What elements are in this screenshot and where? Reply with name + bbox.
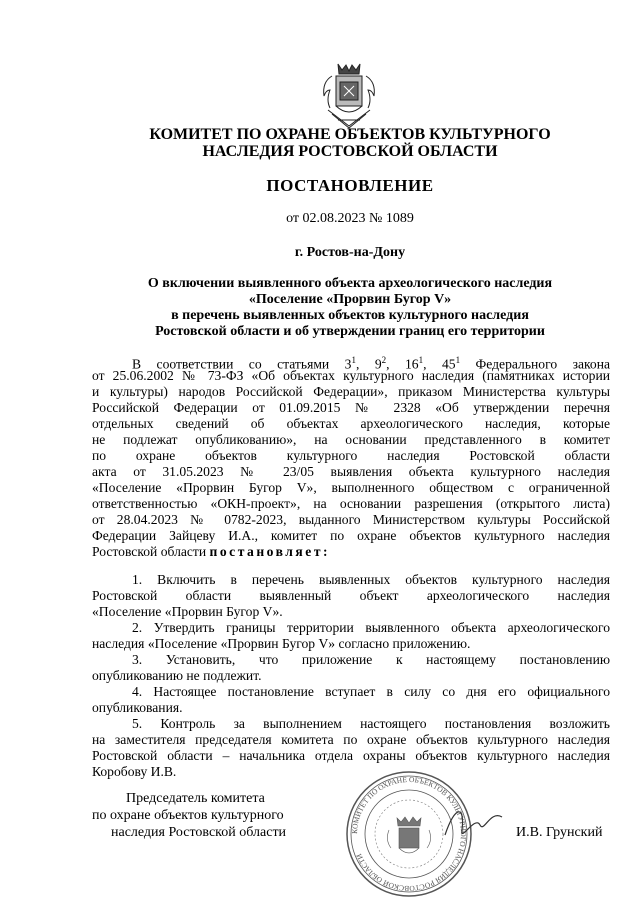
preamble-line: от 28.04.2023 № 0782-2023, выданного Министерством культуры Российской [92, 512, 610, 527]
preamble-line: «Поселение «Прорвин Бугор V», выполненного обществом с ограниченной [92, 480, 610, 495]
date-number: от 02.08.2023 № 1089 [286, 211, 414, 226]
handwritten-signature [440, 795, 510, 850]
preamble-line: не подлежат опубликованию», на основании представленного в комитет [92, 432, 610, 447]
item-5-line: Ростовской области – начальника отдела охраны объектов культурного наследия [92, 748, 610, 763]
subject-line: «Поселение «Прорвин Бугор V» [248, 292, 452, 307]
preamble-line: отдельных сведений об объектах археологического наследия, которые [92, 416, 610, 431]
subject-line: Ростовской области и об утверждении границ его территории [155, 324, 545, 339]
item-3-line: опубликованию не подлежит. [92, 668, 262, 683]
item-1-line: 1. Включить в перечень выявленных объектов культурного наследия [132, 572, 610, 587]
item-1-line: Ростовской области выявленный объект археологического наследия [92, 588, 610, 603]
document-type: ПОСТАНОВЛЕНИЕ [266, 176, 434, 195]
preamble-line: Ростовской области постановляет: [92, 544, 331, 559]
signer-title-line: Председатель комитета [126, 791, 265, 806]
item-3-line: 3. Установить, что приложение к настоящему постановлению [132, 652, 610, 667]
organization-name-line1: КОМИТЕТ ПО ОХРАНЕ ОБЪЕКТОВ КУЛЬТУРНОГО [149, 126, 551, 143]
signer-title-line: по охране объектов культурного [92, 808, 284, 823]
item-5-line: на заместителя председателя комитета по охране объектов культурного наследия [92, 732, 610, 747]
preamble-line: В соответствии со статьями $3^1$, $9^2$, $16^1$, $45^1$ Федерального закона [132, 355, 611, 372]
item-4-line: 4. Настоящее постановление вступает в силу со дня его официального [132, 684, 610, 699]
item-2-line: 2. Утвердить границы территории выявленного объекта археологического [132, 620, 610, 635]
seal-text: КОМИТЕТ ПО ОХРАНЕ ОБЪЕКТОВ КУЛЬТУРНОГО НАСЛЕДИЯ РОСТОВСКОЙ ОБЛАСТИ [349, 774, 469, 894]
item-4-line: опубликования. [92, 700, 183, 715]
item-5-line: Коробову И.В. [92, 764, 177, 779]
preamble-line: и культуры) народов Российской Федерации», приказом Министерства культуры [92, 384, 610, 399]
preamble-line: ответственностью «ОКН-проект», на основании разрешения (открытого листа) [92, 496, 610, 511]
city: г. Ростов-на-Дону [294, 245, 406, 260]
coat-of-arms-emblem [318, 60, 380, 132]
signer-name: И.В. Грунский [516, 825, 603, 840]
item-5-line: 5. Контроль за выполнением настоящего постановления возложить [132, 716, 610, 731]
preamble-line: от 25.06.2002 № 73-ФЗ «Об объектах культурного наследия (памятниках истории [92, 368, 610, 383]
subject-line: в перечень выявленных объектов культурного наследия [171, 308, 529, 323]
signer-title-line: наследия Ростовской области [111, 825, 287, 840]
item-1-line: «Поселение «Прорвин Бугор V». [92, 604, 283, 619]
preamble-line: акта от 31.05.2023 № 23/05 выявления объекта культурного наследия [92, 464, 610, 479]
preamble-line: Федерации Зайцеву И.А., комитет по охране объектов культурного наследия [92, 528, 610, 543]
decision-word: постановляет: [209, 544, 331, 559]
item-2-line: наследия «Поселение «Прорвин Бугор V» согласно приложению. [92, 636, 471, 651]
subject-line: О включении выявленного объекта археологического наследия [147, 276, 553, 291]
preamble-line: Российской Федерации от 01.09.2015 № 2328 «Об утверждении перечня [92, 400, 610, 415]
preamble-line: по охране объектов культурного наследия Ростовской области [92, 448, 610, 463]
organization-name-line2: НАСЛЕДИЯ РОСТОВСКОЙ ОБЛАСТИ [202, 143, 498, 160]
